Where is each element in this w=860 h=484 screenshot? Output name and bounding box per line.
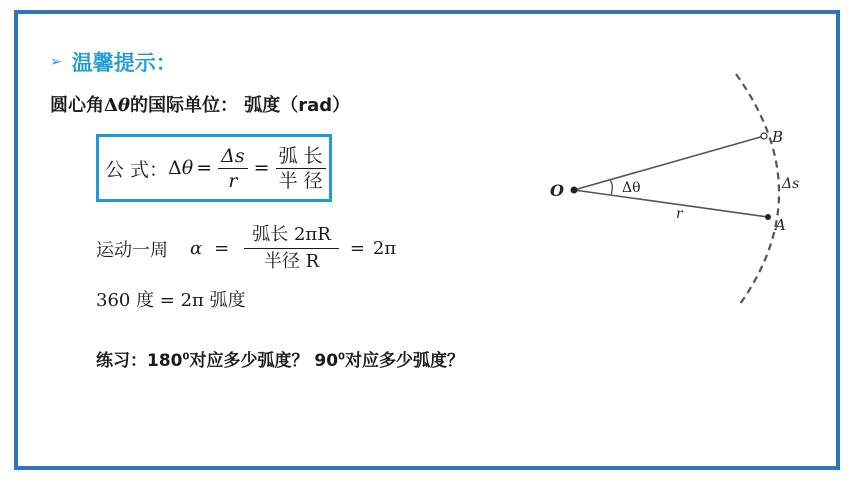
fraction-numerator: Δs [218,144,247,169]
exercise-middle: 对应多少弧度？ 90 [189,351,339,371]
unit-theta: θ [117,95,130,116]
tip-heading [50,47,177,77]
exercise-suffix: 对应多少弧度？ [345,351,465,371]
point-B [761,133,767,139]
motion-equals-1: = [214,238,230,259]
radius-line-OA [574,190,768,217]
unit-suffix: 的国际单位： 弧度（rad） [129,95,351,116]
point-A [765,214,771,220]
fraction-denominator: 半 径 [278,169,323,192]
full-circle-formula [96,222,396,275]
tip-label: 温馨提示： [71,51,177,75]
fraction-arc-over-radius [276,144,326,193]
motion-alpha: α [190,238,203,259]
fraction-arc-2piR-over-radius [244,222,339,275]
label-r: r [676,206,683,222]
unit-statement [50,91,350,117]
label-delta-theta: Δθ [622,180,641,196]
fraction-numerator: 弧 长 [276,144,326,169]
label-A: A [775,216,786,234]
fraction-denominator: 半径 R [263,251,320,272]
label-B: B [772,128,784,146]
formula-equals-2: = [253,157,270,179]
motion-label: 运动一周 [96,239,168,261]
unit-prefix: 圆心角 [50,95,104,116]
dashed-arc [736,74,779,304]
fraction-numerator: 弧长 2πR [244,222,339,249]
formula-delta: Δ [168,157,182,179]
point-O [571,187,578,194]
formula-box [96,134,332,202]
fraction-denominator: r [228,169,238,192]
radius-line-OB [574,136,764,190]
formula-theta: θ [181,157,194,179]
label-O: O [550,181,564,200]
exercise-question [96,346,464,371]
arc-angle-diagram [540,66,820,316]
degree-sup-1: 0 [182,351,190,363]
motion-equals-2: = [349,238,365,259]
unit-delta: Δ [104,95,118,116]
fraction-ds-over-r [218,144,247,193]
label-delta-s: Δs [782,176,800,192]
formula-equals-1: = [196,157,213,179]
motion-result: 2π [372,238,397,259]
exercise-prefix: 练习：180 [96,351,183,371]
formula-label: 公 式： [105,158,169,181]
arrow-bullet-icon: ➢ [50,54,62,70]
degree-sup-2: 0 [338,351,346,363]
degree-equivalence: 360 度 = 2π 弧度 [96,290,246,311]
angle-arc [610,180,612,195]
